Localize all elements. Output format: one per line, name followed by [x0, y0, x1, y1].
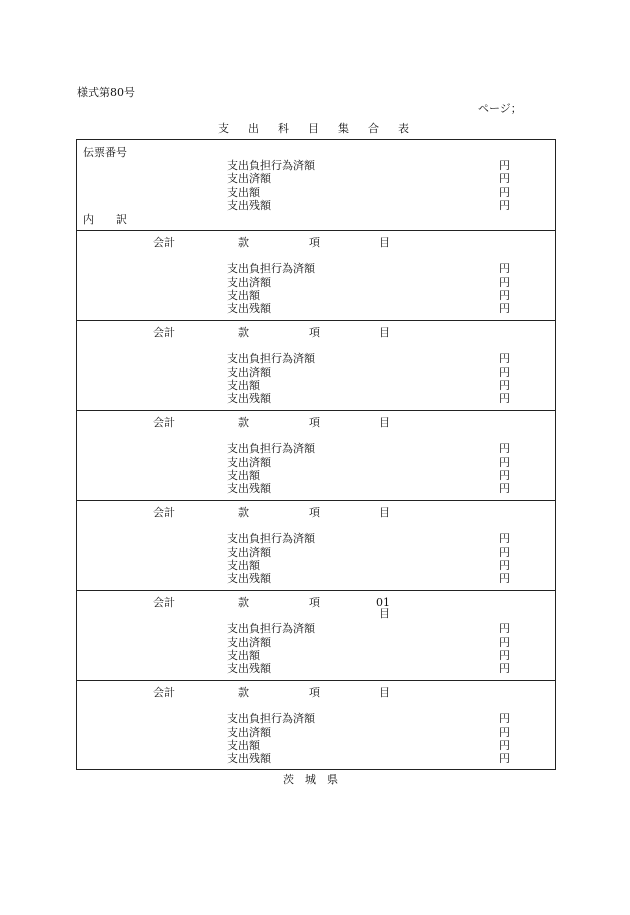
title-char: 表 — [398, 122, 409, 135]
kou-label: 項 — [309, 416, 320, 429]
kan-label: 款 — [238, 416, 249, 429]
amount-label: 支出負担行為済額 — [227, 532, 315, 545]
kan-label: 款 — [238, 506, 249, 519]
amount-label: 支出残額 — [227, 752, 271, 765]
title-char: 目 — [308, 122, 319, 135]
yen-unit: 円 — [499, 442, 510, 455]
yen-unit: 円 — [499, 199, 510, 212]
kaikei-label: 会計 — [153, 686, 175, 699]
kou-label: 項 — [309, 326, 320, 339]
amount-label: 支出残額 — [227, 302, 271, 315]
amount-label: 支出負担行為済額 — [227, 159, 315, 172]
title-char: 出 — [248, 122, 259, 135]
account-section — [77, 680, 555, 770]
yen-unit: 円 — [499, 456, 510, 469]
amount-label: 支出負担行為済額 — [227, 262, 315, 275]
amount-label: 支出残額 — [227, 199, 271, 212]
page-title — [218, 123, 428, 134]
kan-label: 款 — [238, 326, 249, 339]
yen-unit: 円 — [499, 352, 510, 365]
amount-label: 支出済額 — [227, 172, 271, 185]
account-section — [77, 590, 555, 681]
title-char: 集 — [338, 122, 349, 135]
amount-label: 支出残額 — [227, 572, 271, 585]
amount-label: 支出額 — [227, 469, 260, 482]
amount-label: 支出済額 — [227, 726, 271, 739]
yen-unit: 円 — [499, 559, 510, 572]
moku-label: 目 — [379, 326, 390, 339]
yen-unit: 円 — [499, 289, 510, 302]
amount-label: 支出残額 — [227, 662, 271, 675]
amount-label: 支出額 — [227, 186, 260, 199]
yen-unit: 円 — [499, 262, 510, 275]
voucher-number-label: 伝票番号 — [83, 146, 127, 159]
footer-char: 県 — [327, 773, 338, 786]
yen-unit: 円 — [499, 649, 510, 662]
amount-label: 支出済額 — [227, 546, 271, 559]
yen-unit: 円 — [499, 392, 510, 405]
amount-label: 支出済額 — [227, 366, 271, 379]
footer-char: 茨 — [283, 773, 294, 786]
yen-unit: 円 — [499, 276, 510, 289]
footer-char: 城 — [305, 773, 316, 786]
amount-label: 支出額 — [227, 649, 260, 662]
kou-label: 項 — [309, 236, 320, 249]
account-section — [77, 230, 555, 321]
kaikei-label: 会計 — [153, 506, 175, 519]
amount-label: 支出額 — [227, 289, 260, 302]
account-section — [77, 320, 555, 411]
amount-label: 支出負担行為済額 — [227, 442, 315, 455]
issuer-footer — [283, 774, 349, 785]
yen-unit: 円 — [499, 662, 510, 675]
amount-label: 支出負担行為済額 — [227, 352, 315, 365]
page-label: ページ； — [478, 102, 522, 115]
yen-unit: 円 — [499, 469, 510, 482]
yen-unit: 円 — [499, 302, 510, 315]
moku-label: 01目 — [376, 596, 390, 620]
amount-label: 支出済額 — [227, 276, 271, 289]
kaikei-label: 会計 — [153, 326, 175, 339]
yen-unit: 円 — [499, 739, 510, 752]
yen-unit: 円 — [499, 752, 510, 765]
yen-unit: 円 — [499, 186, 510, 199]
yen-unit: 円 — [499, 159, 510, 172]
form-number: 様式第80号 — [77, 86, 135, 99]
yen-unit: 円 — [499, 379, 510, 392]
breakdown-label: 内 訳 — [83, 213, 127, 226]
yen-unit: 円 — [499, 482, 510, 495]
header-block — [77, 140, 555, 231]
account-section — [77, 410, 555, 501]
kan-label: 款 — [238, 236, 249, 249]
moku-label: 目 — [379, 506, 390, 519]
amount-label: 支出負担行為済額 — [227, 622, 315, 635]
yen-unit: 円 — [499, 572, 510, 585]
title-char: 科 — [278, 122, 289, 135]
yen-unit: 円 — [499, 636, 510, 649]
amount-label: 支出残額 — [227, 482, 271, 495]
amount-label: 支出済額 — [227, 456, 271, 469]
yen-unit: 円 — [499, 546, 510, 559]
amount-label: 支出済額 — [227, 636, 271, 649]
title-char: 支 — [218, 122, 229, 135]
summary-sheet — [76, 139, 556, 770]
amount-label: 支出残額 — [227, 392, 271, 405]
kou-label: 項 — [309, 686, 320, 699]
kaikei-label: 会計 — [153, 596, 175, 609]
kou-label: 項 — [309, 506, 320, 519]
amount-label: 支出負担行為済額 — [227, 712, 315, 725]
moku-label: 目 — [379, 236, 390, 249]
kaikei-label: 会計 — [153, 416, 175, 429]
yen-unit: 円 — [499, 532, 510, 545]
kaikei-label: 会計 — [153, 236, 175, 249]
yen-unit: 円 — [499, 172, 510, 185]
yen-unit: 円 — [499, 726, 510, 739]
amount-label: 支出額 — [227, 739, 260, 752]
amount-label: 支出額 — [227, 379, 260, 392]
amount-label: 支出額 — [227, 559, 260, 572]
yen-unit: 円 — [499, 712, 510, 725]
kan-label: 款 — [238, 596, 249, 609]
yen-unit: 円 — [499, 622, 510, 635]
title-char: 合 — [368, 122, 379, 135]
kou-label: 項 — [309, 596, 320, 609]
kan-label: 款 — [238, 686, 249, 699]
moku-label: 目 — [379, 416, 390, 429]
yen-unit: 円 — [499, 366, 510, 379]
moku-label: 目 — [379, 686, 390, 699]
account-section — [77, 500, 555, 591]
